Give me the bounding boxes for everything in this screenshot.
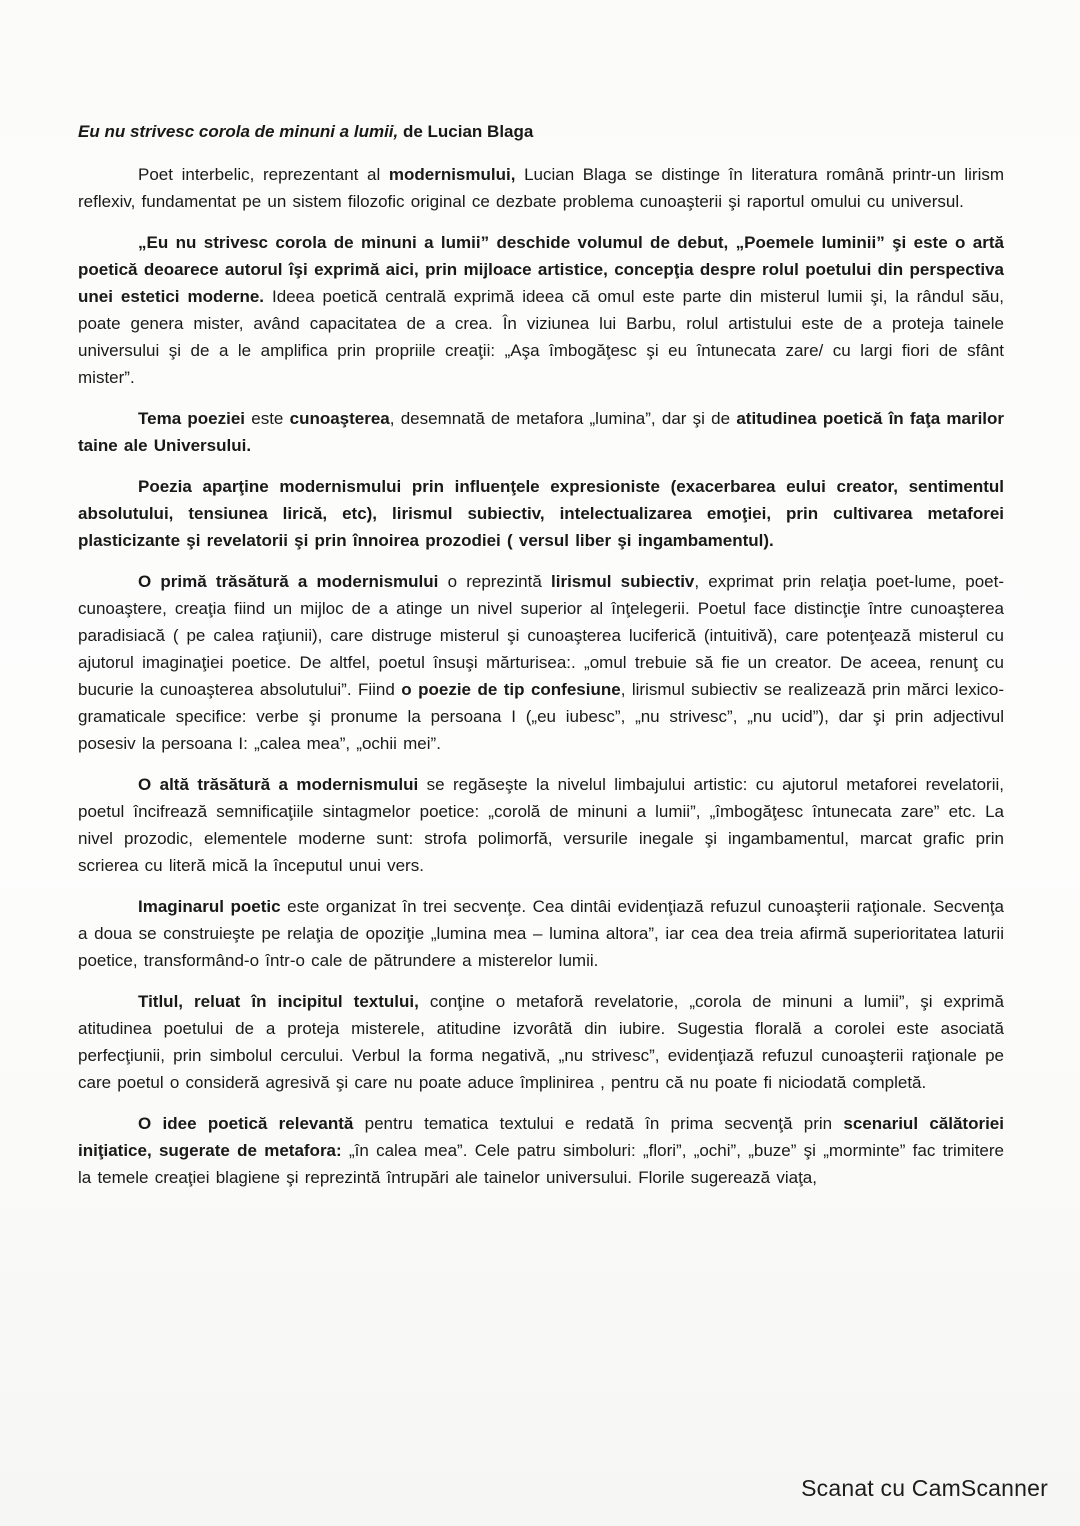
text-run: Ideea poetică centrală exprimă ideea că omul este parte din misterul lumii şi, la rândul său, poate genera mister, având capacitatea de a crea. În viziunea lui Barbu, rolul artistului este de a proteja tainele universului şi de a le amplifica prin propriile creaţii: „Aşa îmbogăţesc şi eu întunecata zare/ cu largi fiori de sfânt mister”.: [78, 287, 1004, 387]
paragraph: [78, 568, 1004, 757]
text-run: se regăseşte la nivelul limbajului artistic: cu ajutorul metaforei revelatorii, poetul încifrează semnificaţiile sintagmelor poetice: „corolă de minuni a lumii”, „îmbogăţesc întunecata zare” etc. La nivel prozodic, elementele moderne sunt: strofa polimorfă, versurile inegale şi ingambamentul, marcat grafic prin scrierea cu literă mică la începutul unui vers.: [78, 775, 1004, 875]
text-run: de Lucian Blaga: [398, 122, 534, 141]
text-run: , lirismul subiectiv se realizează prin mărci lexico-gramaticale specifice: verbe şi pronume la persoana I („eu iubesc”, „nu strivesc”, „nu ucid”), dar şi prin adjectivul posesiv la persoana I: „calea mea”, „ochii mei”.: [78, 680, 1004, 753]
text-run: Poezia aparţine modernismului prin influenţele expresioniste (exacerbarea eului creator, sentimentul absolutului, tensiunea lirică, etc), lirismul subiectiv, intelectualizarea emoţiei, prin cultivarea metaforei plasticizante şi revelatorii şi prin înnoirea prozodiei ( versul liber şi ingambamentul).: [78, 477, 1004, 550]
text-run: lirismul subiectiv: [551, 572, 695, 591]
document-paragraphs: [78, 161, 1004, 1191]
paragraph: [78, 988, 1004, 1096]
paragraph: [78, 473, 1004, 554]
paragraph: [78, 893, 1004, 974]
text-run: O idee poetică relevantă: [138, 1114, 365, 1133]
text-run: Lucian Blaga se distinge în literatura română printr-un lirism reflexiv, fundamentat pe un sistem filozofic original ce dezbate problema cunoaşterii şi raportul omului cu universul.: [78, 165, 1005, 211]
text-run: Poet interbelic, reprezentant al: [138, 165, 389, 184]
text-run: pentru tematica textului e redată în prima secvenţă prin: [364, 1114, 844, 1133]
paragraph: [78, 771, 1004, 879]
text-run: modernismului,: [388, 165, 516, 184]
text-run: o poezie de tip confesiune: [401, 680, 621, 699]
text-run: este organizat în trei secvenţe. Cea dintâi evidenţiază refuzul cunoaşterii raţionale. Secvenţa a doua se construieşte pe relaţia de opoziţie „lumina mea – lumina altora”, iar cea dea treia afirmă superioritatea laturii poetice, transformând-o într-o cale de pătrundere a misterelor lumii.: [78, 897, 1004, 970]
text-run: Imaginarul poetic: [138, 897, 288, 916]
camscanner-watermark: Scanat cu CamScanner: [801, 1475, 1048, 1501]
text-run: este: [251, 409, 290, 428]
text-run: scenariul călătoriei iniţiatice, sugerate de metafora:: [78, 1114, 1004, 1160]
text-run: , exprimat prin relaţia poet-lume, poet-cunoaştere, creaţia fiind un mijloc de a atinge un nivel superior al înţelegerii. Poetul face distincţie între cunoaşterea paradisiacă ( pe calea raţiunii), care distruge misterul şi cunoaşterea luciferică (intuitivă), care potenţează misterul cu ajutorul imaginaţiei poetice. De altfel, poetul însuşi mărturisea:. „omul trebuie să fie un creator. De aceea, renunţ cu bucurie la cunoaşterea absolutului”. Fiind: [78, 572, 1004, 699]
text-run: „Eu nu strivesc corola de minuni a lumii” deschide volumul de debut, „Poemele luminii” şi este o artă poetică deoarece autorul îşi exprimă aici, prin mijloace artistice, concepţia despre rolul poetului din perspectiva unei estetici moderne.: [78, 233, 1004, 306]
paragraph: [78, 229, 1004, 391]
text-run: O primă trăsătură a modernismului: [138, 572, 448, 591]
text-run: Eu nu strivesc corola de minuni a lumii,: [78, 122, 399, 141]
text-run: o reprezintă: [447, 572, 552, 591]
text-run: cunoaşterea: [289, 409, 390, 428]
paragraph: [78, 405, 1004, 459]
text-run: „în calea mea”. Cele patru simboluri: „flori”, „ochi”, „buze” şi „morminte” fac trimitere la temele creaţiei blagiene şi reprezintă întrupări ale tainelor universului. Florile sugerează viaţa,: [78, 1141, 1004, 1187]
text-run: conţine o metaforă revelatorie, „corola de minuni a lumii”, şi exprimă atitudinea poetului de a proteja misterele, atitudine izvorâtă din iubire. Sugestia florală a corolei este asociată perfecţiunii, prin simbolul cercului. Verbul la forma negativă, „nu strivesc”, evidenţiază refuzul cunoaşterii raţionale pe care poetul o consideră agresivă şi care nu poate aduce împlinirea , pentru că nu poate fi niciodată completă.: [78, 992, 1004, 1092]
text-run: O altă trăsătură a modernismului: [138, 775, 427, 794]
document-content: [78, 118, 1004, 1205]
document-title: [78, 118, 1004, 145]
text-run: atitudinea poetică în faţa marilor taine ale Universului.: [78, 409, 1005, 455]
text-run: Tema poeziei: [138, 409, 252, 428]
paragraph: [78, 161, 1004, 215]
paragraph: [78, 1110, 1004, 1191]
text-run: , desemnată de metafora „lumina”, dar şi de: [389, 409, 737, 428]
text-run: Titlul, reluat în incipitul textului,: [138, 992, 430, 1011]
